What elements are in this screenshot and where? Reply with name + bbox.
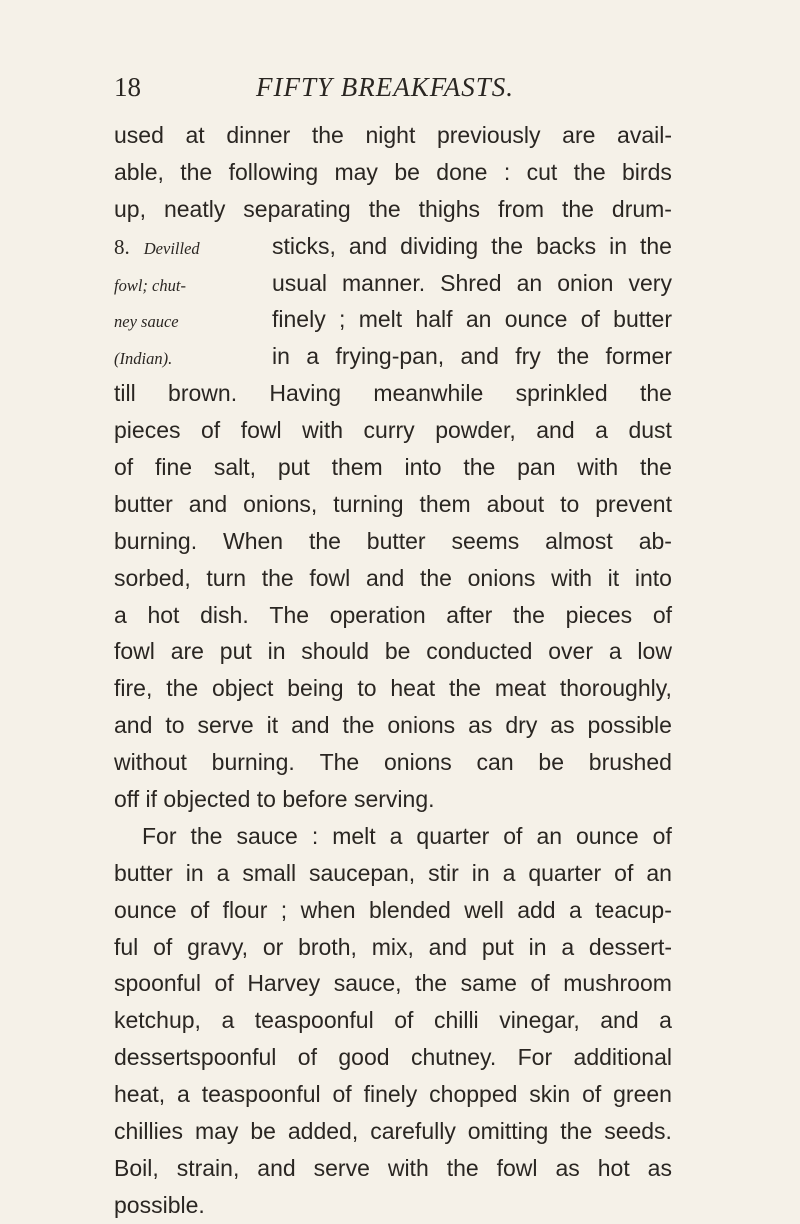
text-line: ful of gravy, or broth, mix, and put in a dessert- (114, 933, 672, 960)
text-line: butter and onions, turning them about to prevent (114, 490, 672, 517)
text-line: fowl are put in should be conducted over a low (114, 638, 672, 665)
text-line: pieces of fowl with curry powder, and a dust (114, 417, 672, 444)
text-line-with-sidenote (114, 301, 672, 338)
sidenote-line: (Indian). (114, 349, 173, 369)
text-line: till brown. Having meanwhile sprinkled the (114, 380, 672, 407)
text-line: For the sauce : melt a quarter of an ounce of (142, 822, 672, 849)
text-line: fire, the object being to heat the meat thoroughly, (114, 675, 672, 702)
sidenote-line: fowl; chut- (114, 275, 186, 295)
text-line: able, the following may be done : cut the birds (114, 158, 672, 185)
text-line: ketchup, a teaspoonful of chilli vinegar, and a (114, 1007, 672, 1034)
sidenote-line: ney sauce (114, 312, 179, 332)
text-line: of fine salt, put them into the pan with the (114, 454, 672, 481)
text-line: off if objected to before serving. (114, 786, 435, 813)
sidenote (114, 229, 272, 268)
text-line: heat, a teaspoonful of finely chopped skin of green (114, 1081, 672, 1108)
page-number: 18 (114, 72, 141, 102)
text-line: spoonful of Harvey sauce, the same of mushroom (114, 970, 672, 997)
text-line-with-sidenote (114, 228, 672, 265)
text-line: sticks, and dividing the backs in the (272, 232, 672, 259)
page-header (0, 72, 800, 112)
text-line: a hot dish. The operation after the pieces of (114, 601, 672, 628)
running-title: FIFTY BREAKFASTS. (256, 72, 515, 102)
text-line: up, neatly separating the thighs from the drum- (114, 195, 672, 222)
text-line: used at dinner the night previously are avail- (114, 122, 672, 148)
text-line: sorbed, turn the fowl and the onions with it into (114, 564, 672, 591)
text-line: Boil, strain, and serve with the fowl as hot as (114, 1154, 672, 1181)
text-line: chillies may be added, carefully omitting the seeds. (114, 1118, 672, 1145)
recipe-number: 8. (114, 234, 130, 259)
text-line-with-sidenote (114, 338, 672, 375)
text-line: in a frying-pan, and fry the former (272, 343, 672, 370)
text-line: dessertspoonful of good chutney. For additional (114, 1044, 672, 1071)
text-line: butter in a small saucepan, stir in a quarter of an (114, 859, 672, 886)
text-line: burning. When the butter seems almost ab- (114, 527, 672, 554)
text-line: and to serve it and the onions as dry as possible (114, 712, 672, 739)
text-line-with-sidenote (114, 265, 672, 302)
text-line: usual manner. Shred an onion very (272, 269, 672, 296)
sidenote-line: Devilled (143, 238, 200, 258)
text-line: without burning. The onions can be brushed (114, 749, 672, 776)
body-text (114, 117, 672, 1224)
text-line: ounce of flour ; when blended well add a teacup- (114, 896, 672, 923)
text-line: finely ; melt half an ounce of butter (272, 306, 672, 333)
text-line: possible. (114, 1191, 205, 1218)
